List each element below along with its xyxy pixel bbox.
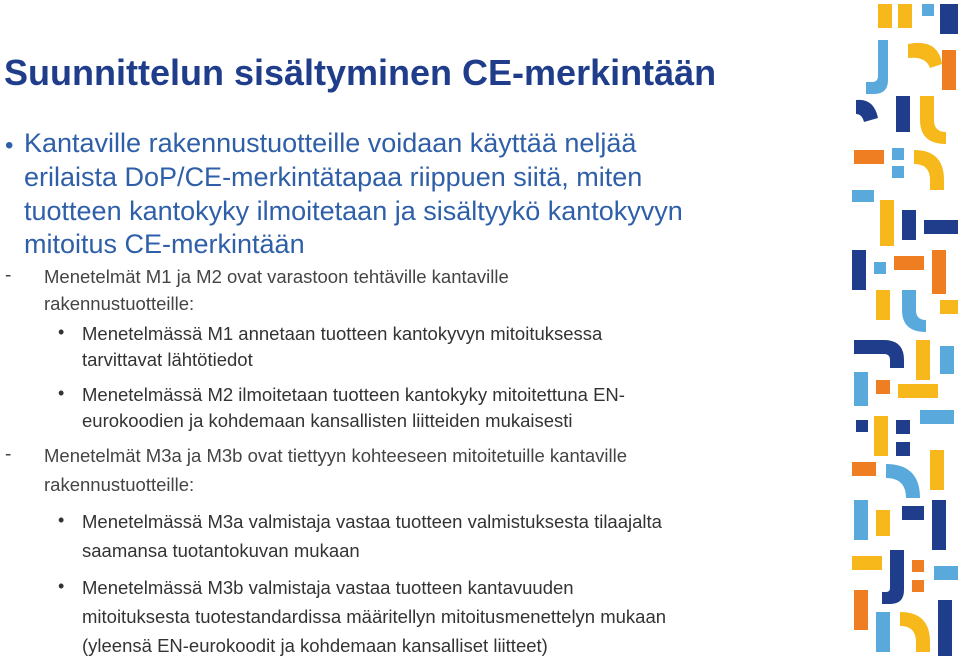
main-bullet-line: mitoitus CE-merkintään (24, 229, 305, 259)
group1-item-line: tarvittavat lähtötiedot (82, 349, 253, 370)
group2-item-line: Menetelmässä M3a valmistaja vastaa tuotteen valmistuksesta tilaajalta (82, 511, 662, 532)
group1-line: Menetelmät M1 ja M2 ovat varastoon tehtäville kantaville (44, 266, 509, 287)
bullet-dot: • (58, 510, 65, 530)
group2-line: rakennustuotteille: (44, 474, 195, 495)
group1-item-line: Menetelmässä M1 annetaan tuotteen kantokyvyn mitoituksessa (82, 323, 603, 344)
bullet-dot: • (58, 322, 65, 342)
main-bullet-line: Kantaville rakennustuotteille voidaan käyttää neljää (24, 128, 637, 158)
dash-marker: - (5, 265, 12, 286)
main-bullet-line: erilaista DoP/CE-merkintätapaa riippuen siitä, miten (24, 162, 643, 192)
group2-item-line: (yleensä EN-eurokoodit ja kohdemaan kansalliset liitteet) (82, 635, 548, 656)
group1-item-line: eurokoodien ja kohdemaan kansallisten liitteiden mukaisesti (82, 410, 573, 431)
decorative-pattern (850, 0, 960, 661)
group2-line: Menetelmät M3a ja M3b ovat tiettyyn kohteeseen mitoitetuille kantaville (44, 445, 628, 466)
group2-item-line: saamansa tuotantokuvan mukaan (82, 540, 360, 561)
bullet-dot: • (5, 132, 14, 159)
group1-line: rakennustuotteille: (44, 293, 195, 314)
group2-item-line: Menetelmässä M3b valmistaja vastaa tuotteen kantavuuden (82, 577, 574, 598)
group2-item-line: mitoituksesta tuotestandardissa määritellyn mitoitusmenettelyn mukaan (82, 606, 667, 627)
bullet-dot: • (58, 576, 65, 596)
bullet-dot: • (58, 383, 65, 403)
slide-title: Suunnittelun sisältyminen CE-merkintään (4, 52, 717, 93)
dash-marker: - (5, 444, 12, 465)
main-bullet-line: tuotteen kantokyky ilmoitetaan ja sisältyykö kantokyvyn (24, 196, 683, 226)
group1-item-line: Menetelmässä M2 ilmoitetaan tuotteen kantokyky mitoitettuna EN- (82, 384, 625, 405)
